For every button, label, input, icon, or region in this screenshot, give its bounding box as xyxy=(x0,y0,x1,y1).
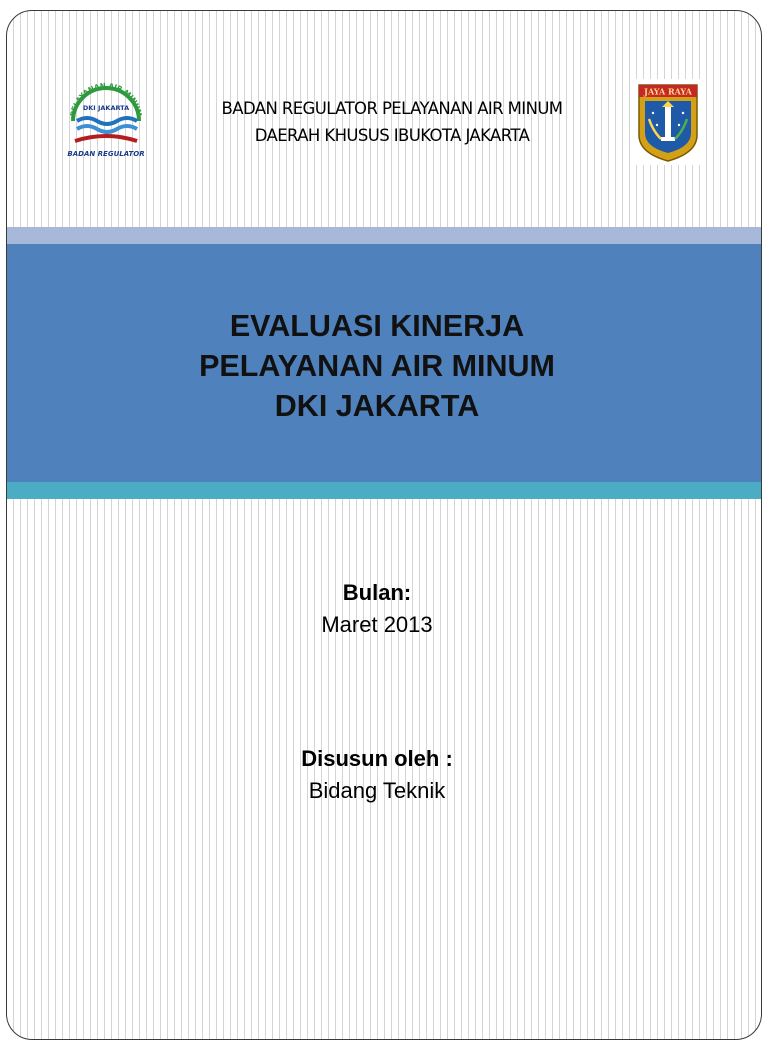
dki-jakarta-crest xyxy=(631,79,705,165)
author-label: Disusun oleh : xyxy=(301,746,453,771)
author-section xyxy=(7,743,747,807)
svg-text:DKI JAKARTA: DKI JAKARTA xyxy=(82,104,130,112)
document-page xyxy=(6,10,762,1040)
title-line-3: DKI JAKARTA xyxy=(274,389,480,423)
header-line-2: DAERAH KHUSUS IBUKOTA JAKARTA xyxy=(254,126,530,145)
svg-text:JAYA RAYA: JAYA RAYA xyxy=(644,86,692,97)
header-organization-name xyxy=(157,95,627,149)
accent-band-top xyxy=(7,227,761,244)
header-line-1: BADAN REGULATOR PELAYANAN AIR MINUM xyxy=(221,99,563,118)
accent-band-bottom xyxy=(7,482,761,499)
title-line-1: EVALUASI KINERJA xyxy=(229,309,525,343)
author-value: Bidang Teknik xyxy=(308,778,446,803)
month-label: Bulan: xyxy=(342,580,412,605)
month-value: Maret 2013 xyxy=(321,612,433,637)
title-line-2: PELAYANAN AIR MINUM xyxy=(199,349,555,383)
svg-text:BADAN REGULATOR: BADAN REGULATOR xyxy=(67,150,145,158)
document-title xyxy=(7,306,747,426)
svg-text:PELAYANAN AIR MINUM: PELAYANAN AIR MINUM xyxy=(69,81,143,117)
page-header xyxy=(7,11,761,227)
badan-regulator-logo xyxy=(67,79,145,165)
month-section xyxy=(7,577,747,641)
